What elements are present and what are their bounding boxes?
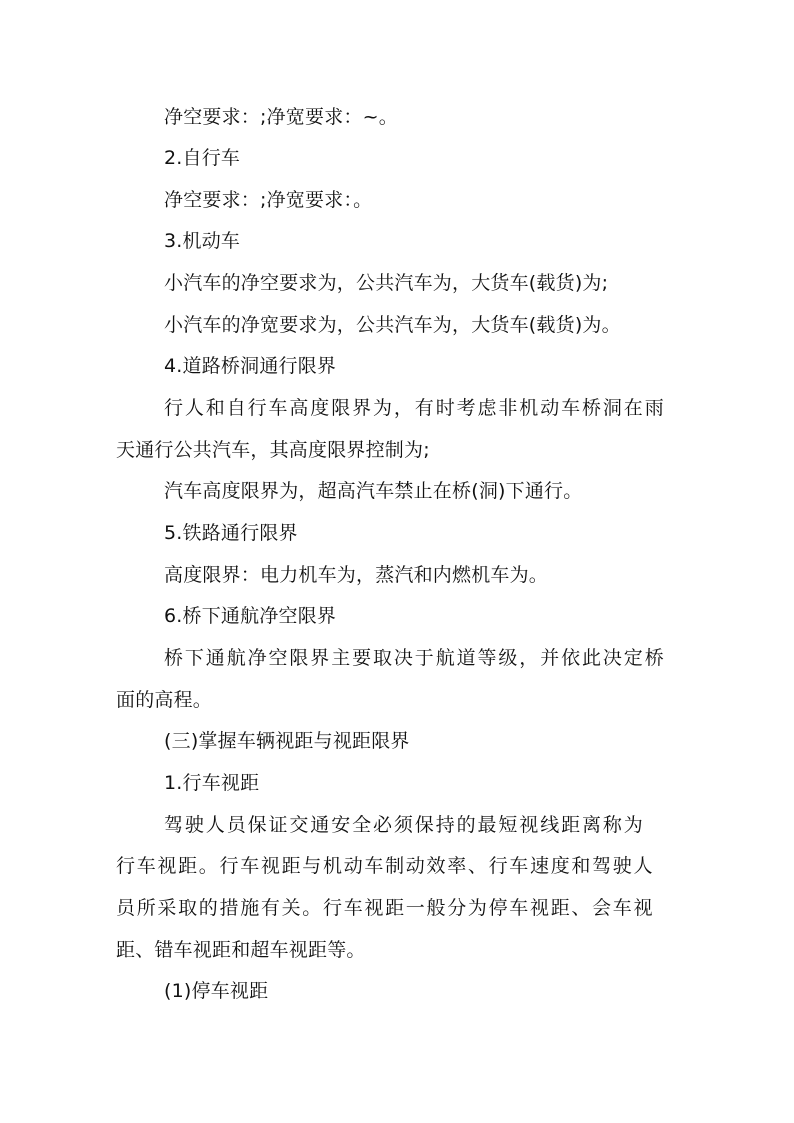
paragraph-line-14: 桥下通航净空限界主要取决于航道等级，并依此决定桥 xyxy=(164,647,666,669)
paragraph-line-5: 小汽车的净空要求为，公共汽车为，大货车(载货)为; xyxy=(164,272,609,294)
paragraph-line-10: 汽车高度限界为，超高汽车禁止在桥(洞)下通行。 xyxy=(164,480,583,502)
section-heading-motor-vehicle: 3.机动车 xyxy=(164,230,241,252)
section-heading-navigation-clearance: 6.桥下通航净空限界 xyxy=(164,605,337,627)
section-heading-road-bridge-clearance: 4.道路桥洞通行限界 xyxy=(164,355,337,377)
paragraph-line-15: 面的高程。 xyxy=(116,689,213,711)
paragraph-line-21: 距、错车视距和超车视距等。 xyxy=(116,939,366,961)
paragraph-line-8: 行人和自行车高度限界为，有时考虑非机动车桥洞在雨 xyxy=(164,397,666,419)
section-heading-sight-distance: (三)掌握车辆视距与视距限界 xyxy=(164,730,410,752)
paragraph-line-12: 高度限界：电力机车为，蒸汽和内燃机车为。 xyxy=(164,564,549,586)
paragraph-line-20: 员所采取的措施有关。行车视距一般分为停车视距、会车视 xyxy=(116,897,655,919)
section-heading-railway-clearance: 5.铁路通行限界 xyxy=(164,522,298,544)
paragraph-line-9: 天通行公共汽车，其高度限界控制为; xyxy=(116,439,430,461)
section-heading-bicycle: 2.自行车 xyxy=(164,147,241,169)
subheading-stopping-sight-distance: (1)停车视距 xyxy=(164,980,269,1002)
paragraph-line-1: 净空要求：;净宽要求：~。 xyxy=(164,106,398,128)
paragraph-line-19: 行车视距。行车视距与机动车制动效率、行车速度和驾驶人 xyxy=(116,855,655,877)
paragraph-line-3: 净空要求：;净宽要求：。 xyxy=(164,189,373,211)
subheading-driving-sight-distance: 1.行车视距 xyxy=(164,772,260,794)
paragraph-line-18: 驾驶人员保证交通安全必须保持的最短视线距离称为 xyxy=(164,814,645,836)
paragraph-line-6: 小汽车的净宽要求为，公共汽车为，大货车(载货)为。 xyxy=(164,314,621,336)
